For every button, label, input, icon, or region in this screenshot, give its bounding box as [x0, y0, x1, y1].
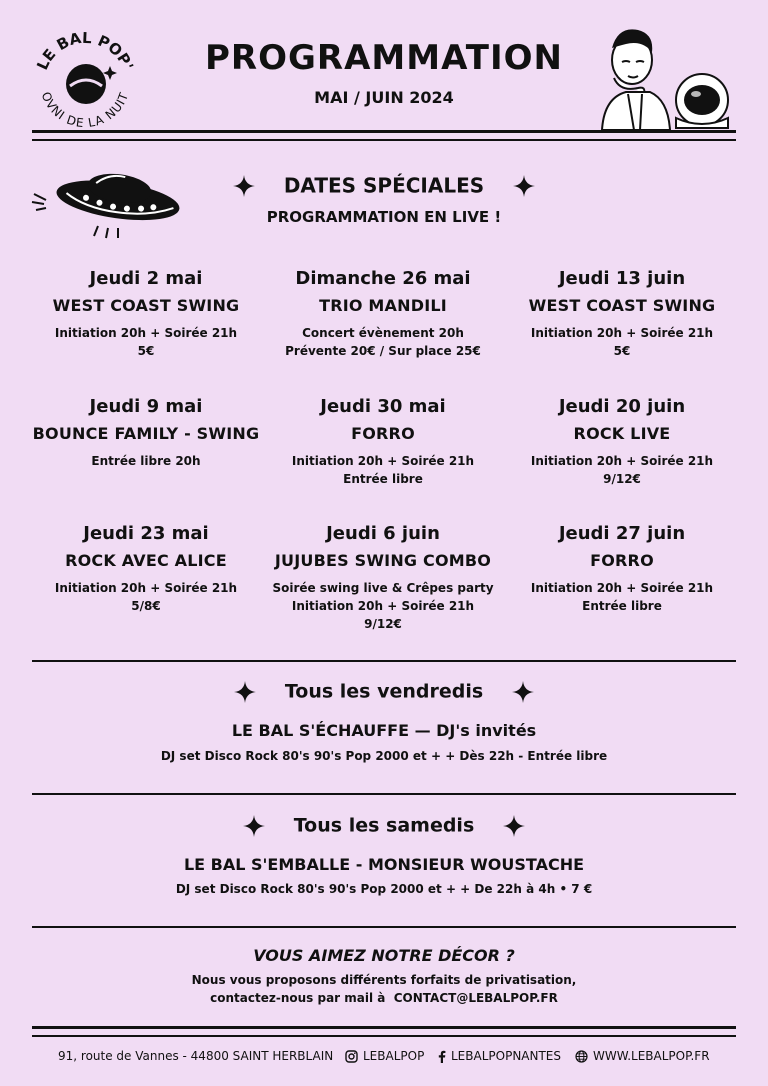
event-day: Jeudi 13 juin — [558, 268, 686, 289]
footer-instagram[interactable] — [345, 1049, 424, 1063]
event-detail: 9/12€ — [603, 472, 641, 486]
event-card — [263, 268, 503, 360]
event-act: WEST COAST SWING — [528, 296, 716, 315]
event-day: Jeudi 30 mai — [320, 396, 446, 417]
event-detail: Initiation 20h + Soirée 21h — [54, 326, 238, 340]
section-divider — [32, 926, 736, 928]
sparkle-icon — [234, 681, 256, 703]
footer-divider — [32, 1026, 736, 1037]
event-card — [502, 523, 742, 615]
event-detail: 5€ — [613, 344, 631, 358]
saturdays-event-desc: DJ set Disco Rock 80's 90's Pop 2000 et + + De 22h à 4h • 7 € — [175, 882, 593, 896]
saturdays-event-name: LE BAL S'EMBALLE - MONSIEUR WOUSTACHE — [183, 855, 585, 874]
fridays-event-desc: DJ set Disco Rock 80's 90's Pop 2000 et + + Dès 22h - Entrée libre — [160, 749, 608, 763]
event-day: Jeudi 6 juin — [326, 523, 440, 544]
event-detail: 5€ — [137, 344, 155, 358]
event-card — [263, 523, 503, 633]
footer-facebook[interactable] — [438, 1049, 561, 1063]
header-divider — [32, 130, 736, 141]
event-detail: Initiation 20h + Soirée 21h — [291, 599, 475, 613]
event-card — [26, 268, 266, 360]
instagram-handle: LEBALPOP — [363, 1049, 425, 1063]
event-detail: 9/12€ — [364, 617, 402, 631]
event-card — [263, 396, 503, 488]
globe-icon — [575, 1050, 588, 1063]
sparkle-icon — [513, 175, 535, 197]
event-act: FORRO — [590, 551, 654, 570]
special-dates-subtitle: PROGRAMMATION EN LIVE ! — [266, 208, 502, 226]
event-detail: Initiation 20h + Soirée 21h — [530, 326, 714, 340]
fridays-title: Tous les vendredis — [284, 680, 484, 703]
footer-website[interactable] — [575, 1049, 710, 1063]
event-card — [502, 268, 742, 360]
fridays-event-name: LE BAL S'ÉCHAUFFE — DJ's invités — [231, 721, 537, 740]
section-divider — [32, 793, 736, 795]
event-detail: Prévente 20€ / Sur place 25€ — [285, 344, 481, 358]
event-act: TRIO MANDILI — [319, 296, 447, 315]
event-detail: Initiation 20h + Soirée 21h — [291, 454, 475, 468]
logo-ring-top: LE BAL POP' — [33, 28, 137, 73]
event-detail: Initiation 20h + Soirée 21h — [530, 454, 714, 468]
footer-address: 91, route de Vannes - 44800 SAINT HERBLAIN — [58, 1049, 334, 1063]
event-detail: Initiation 20h + Soirée 21h — [530, 581, 714, 595]
saturdays-title: Tous les samedis — [293, 814, 475, 837]
page-title: PROGRAMMATION — [205, 38, 563, 78]
saturdays-heading — [0, 814, 768, 837]
sparkle-icon — [243, 815, 265, 837]
event-detail: Concert évènement 20h — [302, 326, 464, 340]
special-dates-title: DATES SPÉCIALES — [283, 173, 485, 198]
instagram-icon — [345, 1050, 358, 1063]
website-url: WWW.LEBALPOP.FR — [593, 1049, 710, 1063]
event-day: Jeudi 20 juin — [558, 396, 686, 417]
event-act: FORRO — [351, 424, 415, 443]
decor-title: VOUS AIMEZ NOTRE DÉCOR ? — [253, 946, 515, 965]
section-divider — [32, 660, 736, 662]
event-act: ROCK AVEC ALICE — [65, 551, 227, 570]
decor-line-2: contactez-nous par mail à CONTACT@LEBALPOP.FR — [210, 991, 558, 1005]
event-detail: 5/8€ — [131, 599, 161, 613]
event-day: Jeudi 23 mai — [83, 523, 209, 544]
facebook-icon — [438, 1050, 446, 1063]
page-subtitle: MAI / JUIN 2024 — [314, 88, 454, 107]
logo-ring-bottom: OVNI DE LA NUIT — [38, 89, 132, 131]
event-detail: Entrée libre — [582, 599, 662, 613]
event-day: Jeudi 9 mai — [89, 396, 203, 417]
event-card — [26, 396, 266, 470]
event-detail: Initiation 20h + Soirée 21h — [54, 581, 238, 595]
special-dates-heading — [0, 172, 768, 198]
event-act: WEST COAST SWING — [52, 296, 240, 315]
event-card — [502, 396, 742, 488]
facebook-handle: LEBALPOPNANTES — [451, 1049, 562, 1063]
sparkle-icon — [512, 681, 534, 703]
event-day: Jeudi 2 mai — [89, 268, 203, 289]
event-detail: Entrée libre — [343, 472, 423, 486]
sparkle-icon — [233, 175, 255, 197]
fridays-heading — [0, 680, 768, 703]
event-act: ROCK LIVE — [573, 424, 671, 443]
event-day: Dimanche 26 mai — [295, 268, 471, 289]
event-day: Jeudi 27 juin — [558, 523, 686, 544]
event-detail: Soirée swing live & Crêpes party — [272, 581, 494, 595]
event-act: BOUNCE FAMILY - SWING — [32, 424, 260, 443]
sparkle-icon — [503, 815, 525, 837]
man-illustration — [598, 22, 738, 132]
decor-line-1: Nous vous proposons différents forfaits de privatisation, — [191, 973, 577, 987]
event-detail: Entrée libre 20h — [91, 454, 201, 468]
event-card — [26, 523, 266, 615]
event-act: JUJUBES SWING COMBO — [274, 551, 492, 570]
